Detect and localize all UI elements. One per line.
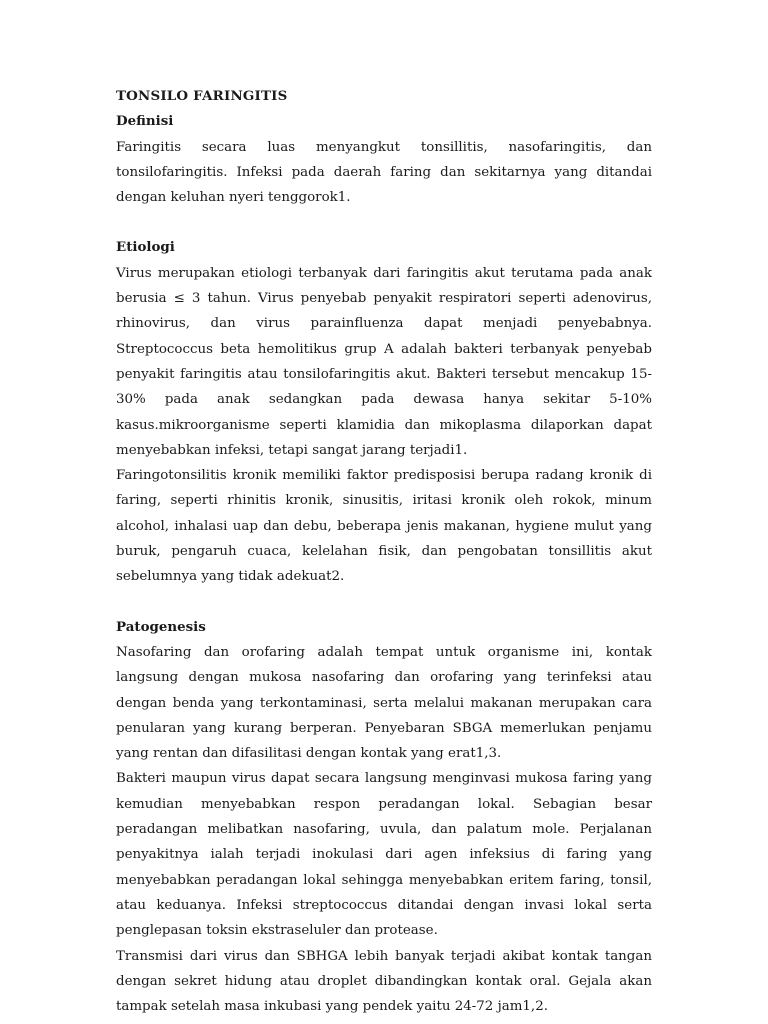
section-patogenesis <box>116 615 652 1020</box>
section-heading: Definisi <box>116 113 174 130</box>
section-paragraph: Virus merupakan etiologi terbanyak dari faringitis akut terutama pada anak berusia ≤ 3 tahun. Virus penyebab penyakit respiratori seperti adenovirus, rhinovirus, dan virus parainfluenza dapat menjadi penyebabnya. Streptococcus beta hemolitikus grup A adalah bakteri terbanyak penyebab penyakit faringitis atau tonsilofaringitis akut. Bakteri tersebut mencakup 15-30% pada anak sedangkan pada dewasa hanya sekitar 5-10% kasus.mikroorganisme seperti klamidia dan mikoplasma dilaporkan dapat menyebabkan infeksi, tetapi sangat jarang terjadi1. <box>116 265 652 458</box>
document-page <box>116 84 652 1019</box>
section-paragraph: Nasofaring dan orofaring adalah tempat untuk organisme ini, kontak langsung dengan mukosa nasofaring dan orofaring yang terinfeksi atau dengan benda yang terkontaminasi, serta melalui makanan merupakan cara penularan yang kurang berperan. Penyebaran SBGA memerlukan penjamu yang rentan dan difasilitasi dengan kontak yang erat1,3. <box>116 644 652 762</box>
section-heading: Patogenesis <box>116 618 206 635</box>
section-etiologi <box>116 235 652 589</box>
section-paragraph: Faringitis secara luas menyangkut tonsillitis, nasofaringitis, dan tonsilofaringitis. Infeksi pada daerah faring dan sekitarnya yang ditandai dengan keluhan nyeri tenggorok1. <box>116 139 652 206</box>
section-heading: Etiologi <box>116 239 175 256</box>
document-title: TONSILO FARINGITIS <box>116 88 288 104</box>
section-paragraph: Transmisi dari virus dan SBHGA lebih banyak terjadi akibat kontak tangan dengan sekret hidung atau droplet dibandingkan kontak oral. Gejala akan tampak setelah masa inkubasi yang pendek yaitu 24-72 jam1,2. <box>116 948 652 1015</box>
section-definisi <box>116 109 652 210</box>
section-paragraph: Faringotonsilitis kronik memiliki faktor predisposisi berupa radang kronik di faring, seperti rhinitis kronik, sinusitis, iritasi kronik oleh rokok, minum alcohol, inhalasi uap dan debu, beberapa jenis makanan, hygiene mulut yang buruk, pengaruh cuaca, kelelahan fisik, dan pengobatan tonsillitis akut sebelumnya yang tidak adekuat2. <box>116 468 652 585</box>
section-paragraph: Bakteri maupun virus dapat secara langsung menginvasi mukosa faring yang kemudian menyebabkan respon peradangan lokal. Sebagian besar peradangan melibatkan nasofaring, uvula, dan palatum mole. Perjalanan penyakitnya ialah terjadi inokulasi dari agen infeksius di faring yang menyebabkan peradangan lokal sehingga menyebabkan eritem faring, tonsil, atau keduanya. Infeksi streptococcus ditandai dengan invasi lokal serta penglepasan toksin ekstraseluler dan protease. <box>116 771 652 939</box>
